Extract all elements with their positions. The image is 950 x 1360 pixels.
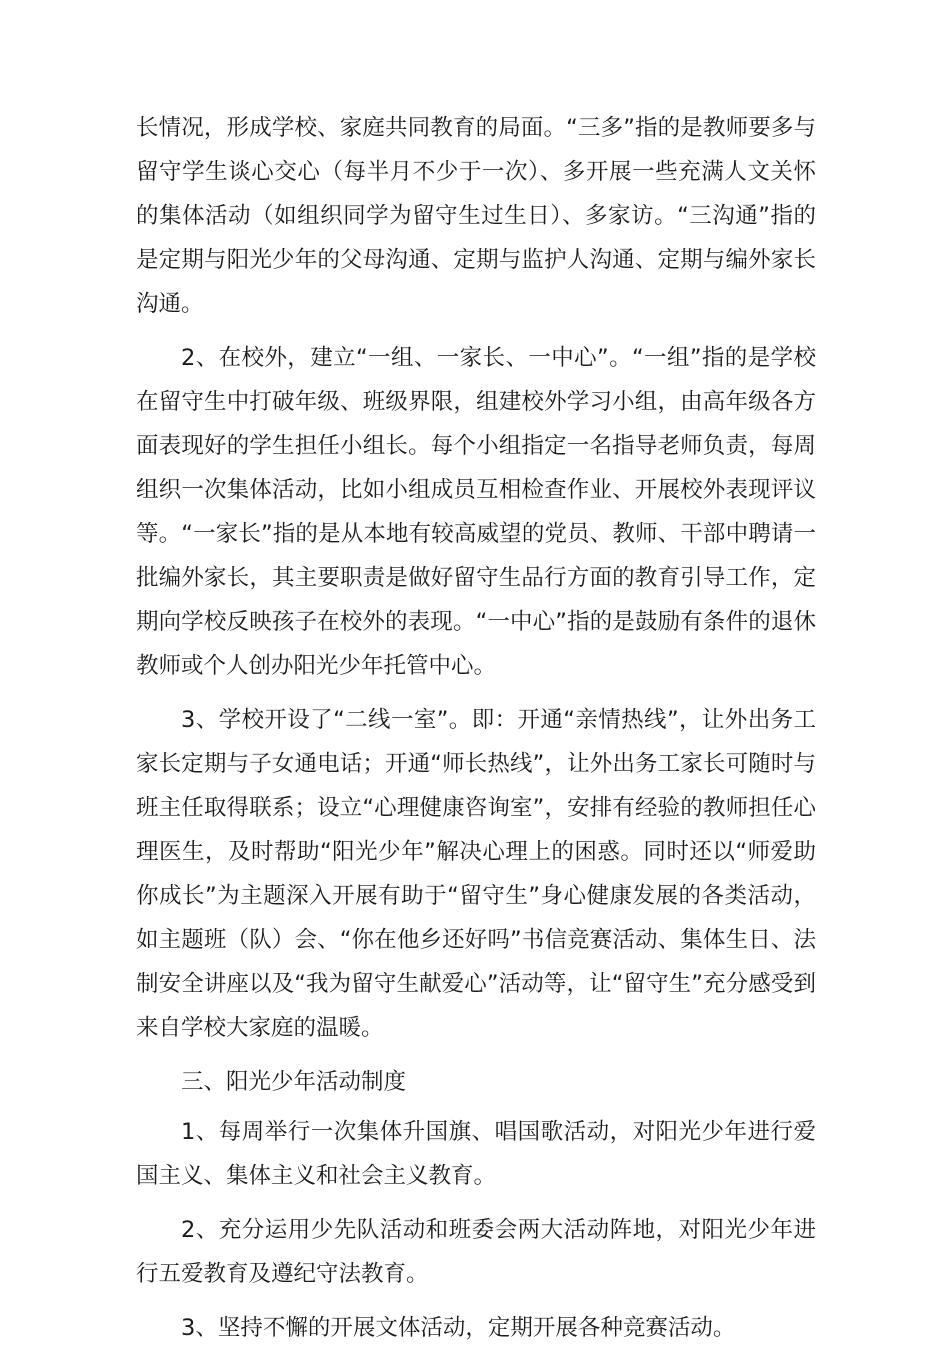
section-heading: 三、阳光少年活动制度 xyxy=(181,1069,407,1095)
paragraph-section-item-2: 2、充分运用少先队活动和班委会两大活动阵地，对阳光少年进行五爱教育及遵纪守法教育。 xyxy=(136,1217,816,1287)
paragraph-item-2: 2、在校外，建立“一组、一家长、一中心”。“一组”指的是学校在留守生中打破年级、班级界限，组建校外学习小组，由高年级各方面表现好的学生担任小组长。每个小组指定一名指导老师负责，每周组织一次集体活动，比如小组成员互相检查作业、开展校外表现评议等。“一家长”指的是从本地有较高威望的党员、教师、干部中聘请一批编外家长，其主要职责是做好留守生品行方面的教育引导工作，定期向学校反映孩子在校外的表现。“一中心”指的是鼓励有条件的退休教师或个人创办阳光少年托管中心。 xyxy=(136,345,816,679)
paragraph-item-3: 3、学校开设了“二线一室”。即：开通“亲情热线”，让外出务工家长定期与子女通电话；开通“师长热线”，让外出务工家长可随时与班主任取得联系；设立“心理健康咨询室”，安排有经验的教师担任心理医生，及时帮助“阳光少年”解决心理上的困惑。同时还以“师爱助你成长”为主题深入开展有助于“留守生”身心健康发展的各类活动，如主题班（队）会、“你在他乡还好吗”书信竞赛活动、集体生日、法制安全讲座以及“我为留守生献爱心”活动等，让“留守生”充分感受到来自学校大家庭的温暖。 xyxy=(136,707,816,1041)
paragraph-continued: 长情况，形成学校、家庭共同教育的局面。“三多”指的是教师要多与留守学生谈心交心（每半月不少于一次）、多开展一些充满人文关怀的集体活动（如组织同学为留守生过生日）、多家访。“三沟通”指的是定期与阳光少年的父母沟通、定期与监护人沟通、定期与编外家长沟通。 xyxy=(136,115,816,317)
document-body xyxy=(136,106,816,1360)
paragraph-section-item-1: 1、每周举行一次集体升国旗、唱国歌活动，对阳光少年进行爱国主义、集体主义和社会主义教育。 xyxy=(136,1119,816,1189)
paragraph-section-item-3: 3、坚持不懈的开展文体活动，定期开展各种竞赛活动。 xyxy=(181,1315,736,1341)
